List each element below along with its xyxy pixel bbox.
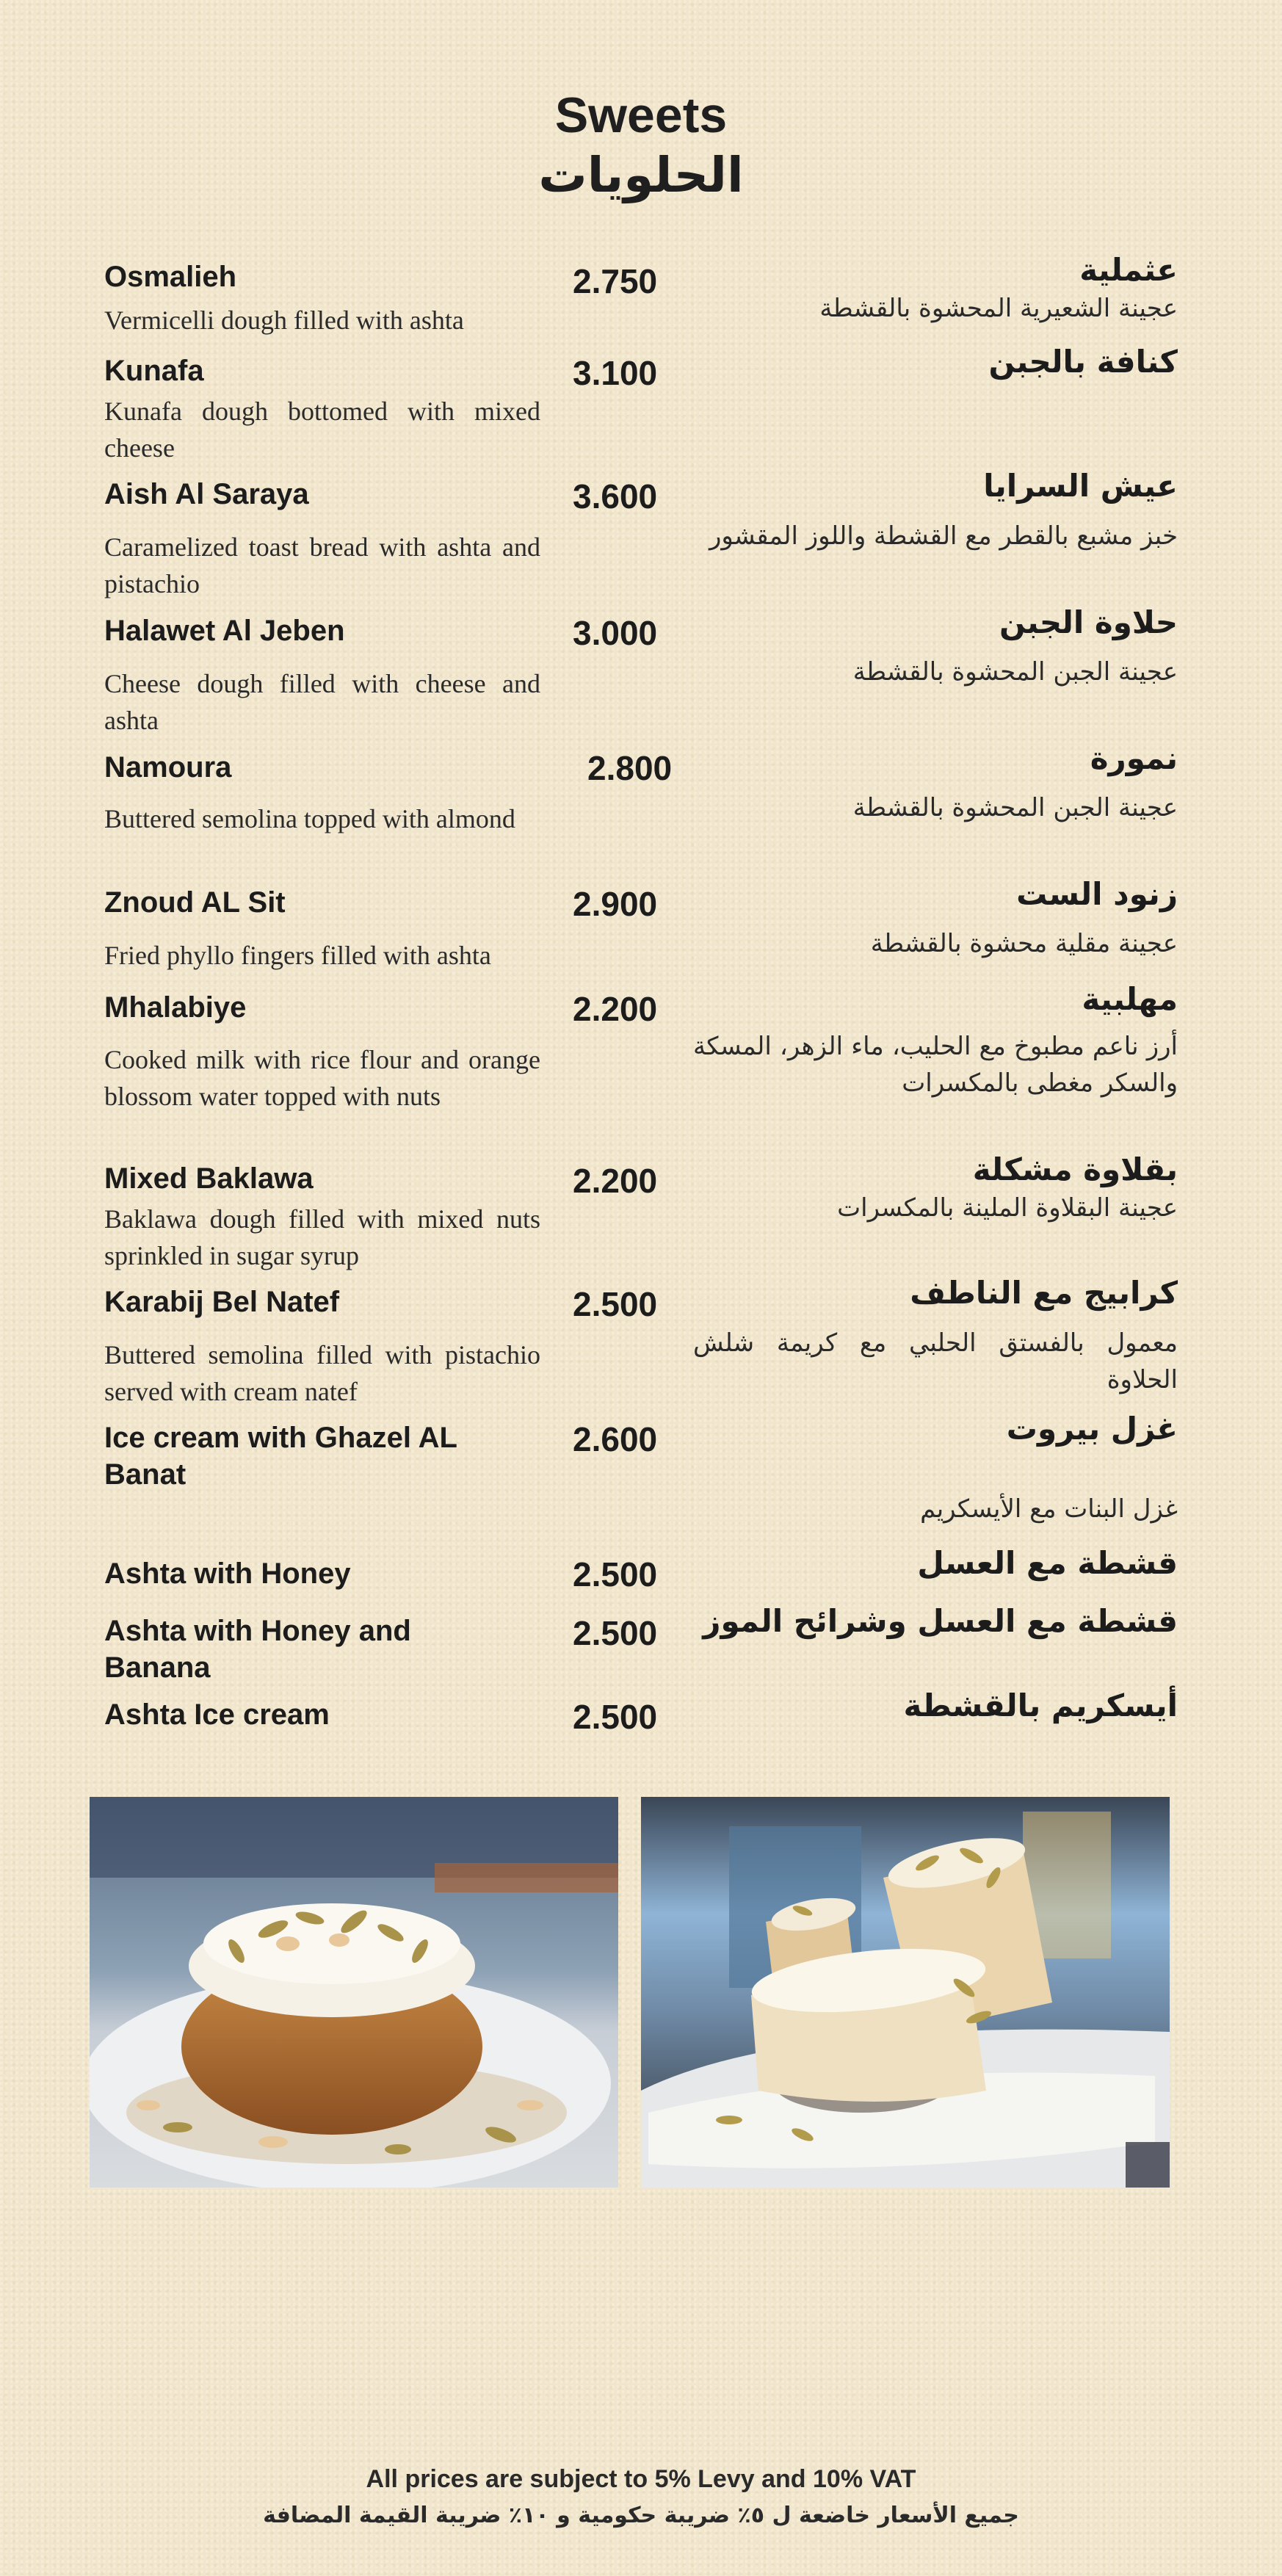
- item-name: Kunafa: [104, 355, 204, 387]
- item-price: 3.100: [573, 354, 658, 392]
- item-description: Cheese dough filled with cheese and ashta: [104, 669, 540, 735]
- item-name-arabic: مهلبية: [1082, 981, 1178, 1017]
- item-name-arabic: عثملية: [1079, 252, 1178, 288]
- item-description: Cooked milk with rice flour and orange blossom water topped with nuts: [104, 1045, 540, 1111]
- item-description: Baklawa dough filled with mixed nuts sprinkled in sugar syrup: [104, 1204, 540, 1270]
- item-name-arabic: كرابيج مع الناطف: [910, 1275, 1178, 1311]
- item-price: 2.900: [573, 885, 658, 923]
- item-description-arabic: غزل البنات مع الأيسكريم: [920, 1494, 1178, 1524]
- item-name: Ice cream with Ghazel AL Banat: [104, 1422, 457, 1491]
- item-name: Ashta with Honey and Banana: [104, 1615, 411, 1684]
- item-price: 2.600: [573, 1420, 658, 1458]
- item-name: Znoud AL Sit: [104, 886, 286, 919]
- item-name-arabic: قشطة مع العسل: [917, 1545, 1178, 1581]
- item-price: 3.000: [573, 614, 658, 652]
- item-name: Namoura: [104, 751, 232, 784]
- item-price: 2.200: [573, 1162, 658, 1200]
- item-name-arabic: قشطة مع العسل وشرائح الموز: [703, 1603, 1178, 1639]
- page-title-arabic: الحلويات: [538, 147, 744, 203]
- item-name-arabic: بقلاوة مشكلة: [972, 1151, 1178, 1187]
- item-price: 3.600: [573, 477, 658, 515]
- item-description-arabic: عجينة الجبن المحشوة بالقشطة: [852, 793, 1178, 822]
- item-name-arabic: زنود الست: [1016, 876, 1178, 912]
- item-description: Fried phyllo fingers filled with ashta: [104, 941, 491, 970]
- item-name-arabic: كنافة بالجبن: [988, 344, 1178, 380]
- item-description-arabic: خبز مشبع بالقطر مع القشطة واللوز المقشور: [709, 521, 1178, 551]
- item-name: Aish Al Saraya: [104, 478, 309, 510]
- item-price: 2.750: [573, 262, 658, 300]
- item-description: Vermicelli dough filled with ashta: [104, 305, 464, 335]
- item-description-arabic: معمول بالفستق الحلبي مع كريمة شلش الحلاوة: [693, 1328, 1178, 1394]
- item-price: 2.200: [573, 990, 658, 1028]
- page-title-english: Sweets: [554, 87, 728, 143]
- footer-tax-note-english: All prices are subject to 5% Levy and 10% VAT: [366, 2465, 916, 2493]
- item-price: 2.800: [587, 749, 673, 787]
- item-description-arabic: عجينة البقلاوة الملينة بالمكسرات: [837, 1193, 1178, 1223]
- item-price: 2.500: [573, 1555, 658, 1593]
- item-description-arabic: عجينة الشعيرية المحشوة بالقشطة: [819, 294, 1178, 323]
- item-description-arabic: أرز ناعم مطبوخ مع الحليب، ماء الزهر، المسكة والسكر مغطى بالمكسرات: [693, 1032, 1178, 1098]
- item-name: Osmalieh: [104, 261, 237, 293]
- item-name: Karabij Bel Natef: [104, 1286, 340, 1318]
- item-name: Halawet Al Jeben: [104, 615, 345, 647]
- dessert-photo-left: [90, 1797, 618, 2188]
- item-description-arabic: عجينة الجبن المحشوة بالقشطة: [852, 657, 1178, 687]
- item-price: 2.500: [573, 1614, 658, 1652]
- item-name: Ashta with Honey: [104, 1557, 351, 1590]
- item-description-arabic: عجينة مقلية محشوة بالقشطة: [870, 929, 1178, 958]
- item-price: 2.500: [573, 1698, 658, 1736]
- item-name-arabic: غزل بيروت: [1006, 1411, 1178, 1447]
- item-name: Mhalabiye: [104, 991, 247, 1024]
- item-name-arabic: نمورة: [1090, 740, 1178, 776]
- footer-tax-note-arabic: جميع الأسعار خاضعة ل ٥٪ ضريبة حكومية و ١٠٪ ضريبة القيمة المضافة: [263, 2503, 1019, 2528]
- item-name: Ashta Ice cream: [104, 1698, 330, 1731]
- item-description: Kunafa dough bottomed with mixed cheese: [104, 397, 540, 463]
- item-name-arabic: عيش السرايا: [983, 468, 1178, 504]
- item-name-arabic: أيسكريم بالقشطة: [903, 1687, 1178, 1723]
- item-name-arabic: حلاوة الجبن: [999, 604, 1178, 640]
- item-description: Caramelized toast bread with ashta and pistachio: [104, 532, 540, 598]
- item-description: Buttered semolina filled with pistachio served with cream natef: [104, 1340, 540, 1406]
- item-price: 2.500: [573, 1285, 658, 1323]
- item-description: Buttered semolina topped with almond: [104, 804, 515, 833]
- item-name: Mixed Baklawa: [104, 1162, 314, 1195]
- dessert-photo-right: [641, 1797, 1170, 2188]
